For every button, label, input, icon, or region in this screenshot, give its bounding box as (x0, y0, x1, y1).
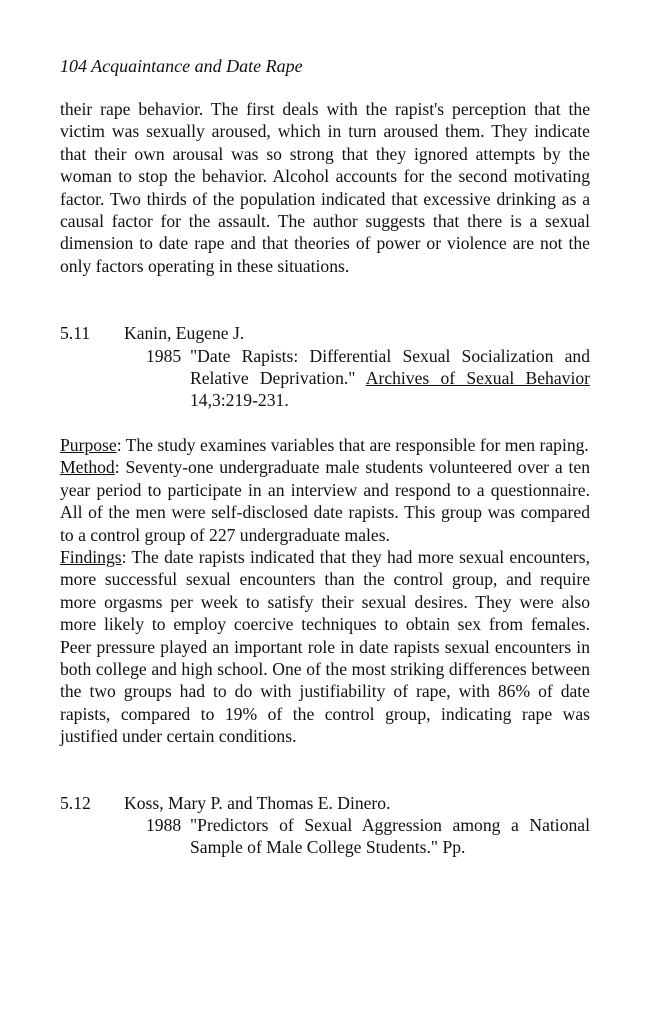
entry-author: Koss, Mary P. and Thomas E. Dinero. (124, 792, 391, 813)
entry-citation (146, 814, 590, 859)
entry-year: 1988 (146, 814, 182, 835)
entry-citation (146, 345, 590, 412)
entry-number: 5.12 (60, 792, 91, 813)
method-text: : Seventy-one undergraduate male students volunteered over a ten year period to participate in an interview and respond to a questionnaire. All of the men were self-disclosed date rapists. This group was compared to a control group of 227 undergraduate males. (60, 457, 590, 545)
entry-volume: 14,3:219-231. (190, 390, 289, 411)
bibliography-entry-5-12 (60, 792, 590, 859)
method-section (60, 456, 590, 546)
purpose-label: Purpose (60, 434, 117, 455)
running-head: 104 Acquaintance and Date Rape (60, 56, 303, 76)
findings-section (60, 546, 590, 748)
entry-title: "Date Rapists: Differential Sexual Socialization and Relative Deprivation." (190, 345, 590, 389)
book-page (60, 54, 590, 859)
method-label: Method (60, 457, 115, 478)
entry-year: 1985 (146, 345, 182, 366)
purpose-section (60, 434, 590, 456)
entry-author: Kanin, Eugene J. (124, 323, 245, 344)
entry-title: "Predictors of Sexual Aggression among a National Sample of Male College Students." Pp. (190, 814, 590, 858)
findings-text: : The date rapists indicated that they had more sexual encounters, more successful sexual encounters than the control group, and require more orgasms per week to satisfy their sexual desires. They were also more likely to employ coercive techniques to obtain sex from females. Peer pressure played an important role in date rapists sexual encounters in both college and high school. One of the most striking differences between the two groups had to do with justifiability of rape, with 86% of date rapists, compared to 19% of the control group, indicating rape was justified under certain conditions. (60, 546, 590, 747)
purpose-text: : The study examines variables that are responsible for men raping. (116, 434, 589, 455)
entry-journal: Archives of Sexual Behavior (365, 368, 590, 389)
entry-number: 5.11 (60, 323, 91, 344)
intro-paragraph: their rape behavior. The first deals with the rapist's perception that the victim was sexually aroused, which in turn aroused them. They indicate that their own arousal was so strong that they ignored attempts by the woman to stop the behavior. Alcohol accounts for the second motivating factor. Two thirds of the population indicated that excessive drinking as a causal factor for the assault. The author suggests that there is a sexual dimension to date rape and that theories of power or violence are not the only factors operating in these situations. (60, 99, 590, 276)
bibliography-entry-5-11 (60, 322, 590, 747)
findings-label: Findings (60, 546, 122, 567)
